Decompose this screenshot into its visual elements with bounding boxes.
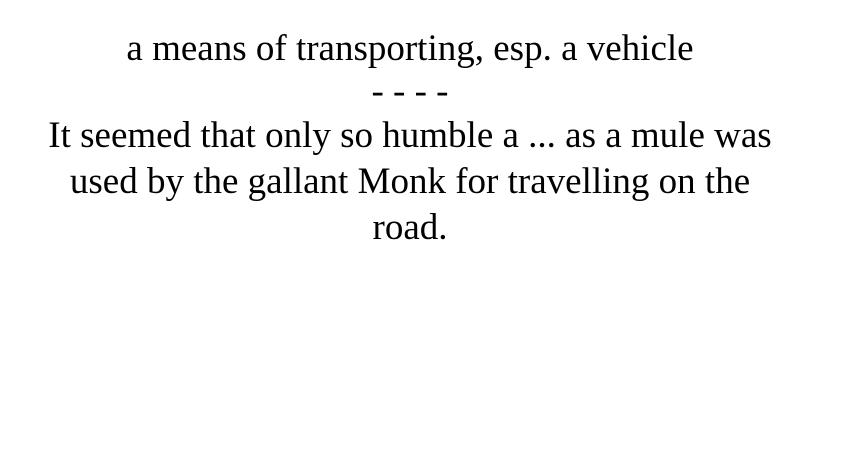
- definition-text: a means of transporting, esp. a vehicle: [126, 28, 694, 69]
- example-sentence: It seemed that only so humble a ... as a mule was used by the gallant Monk for travelling on the road.: [48, 115, 772, 248]
- separator: - - - -: [371, 71, 449, 112]
